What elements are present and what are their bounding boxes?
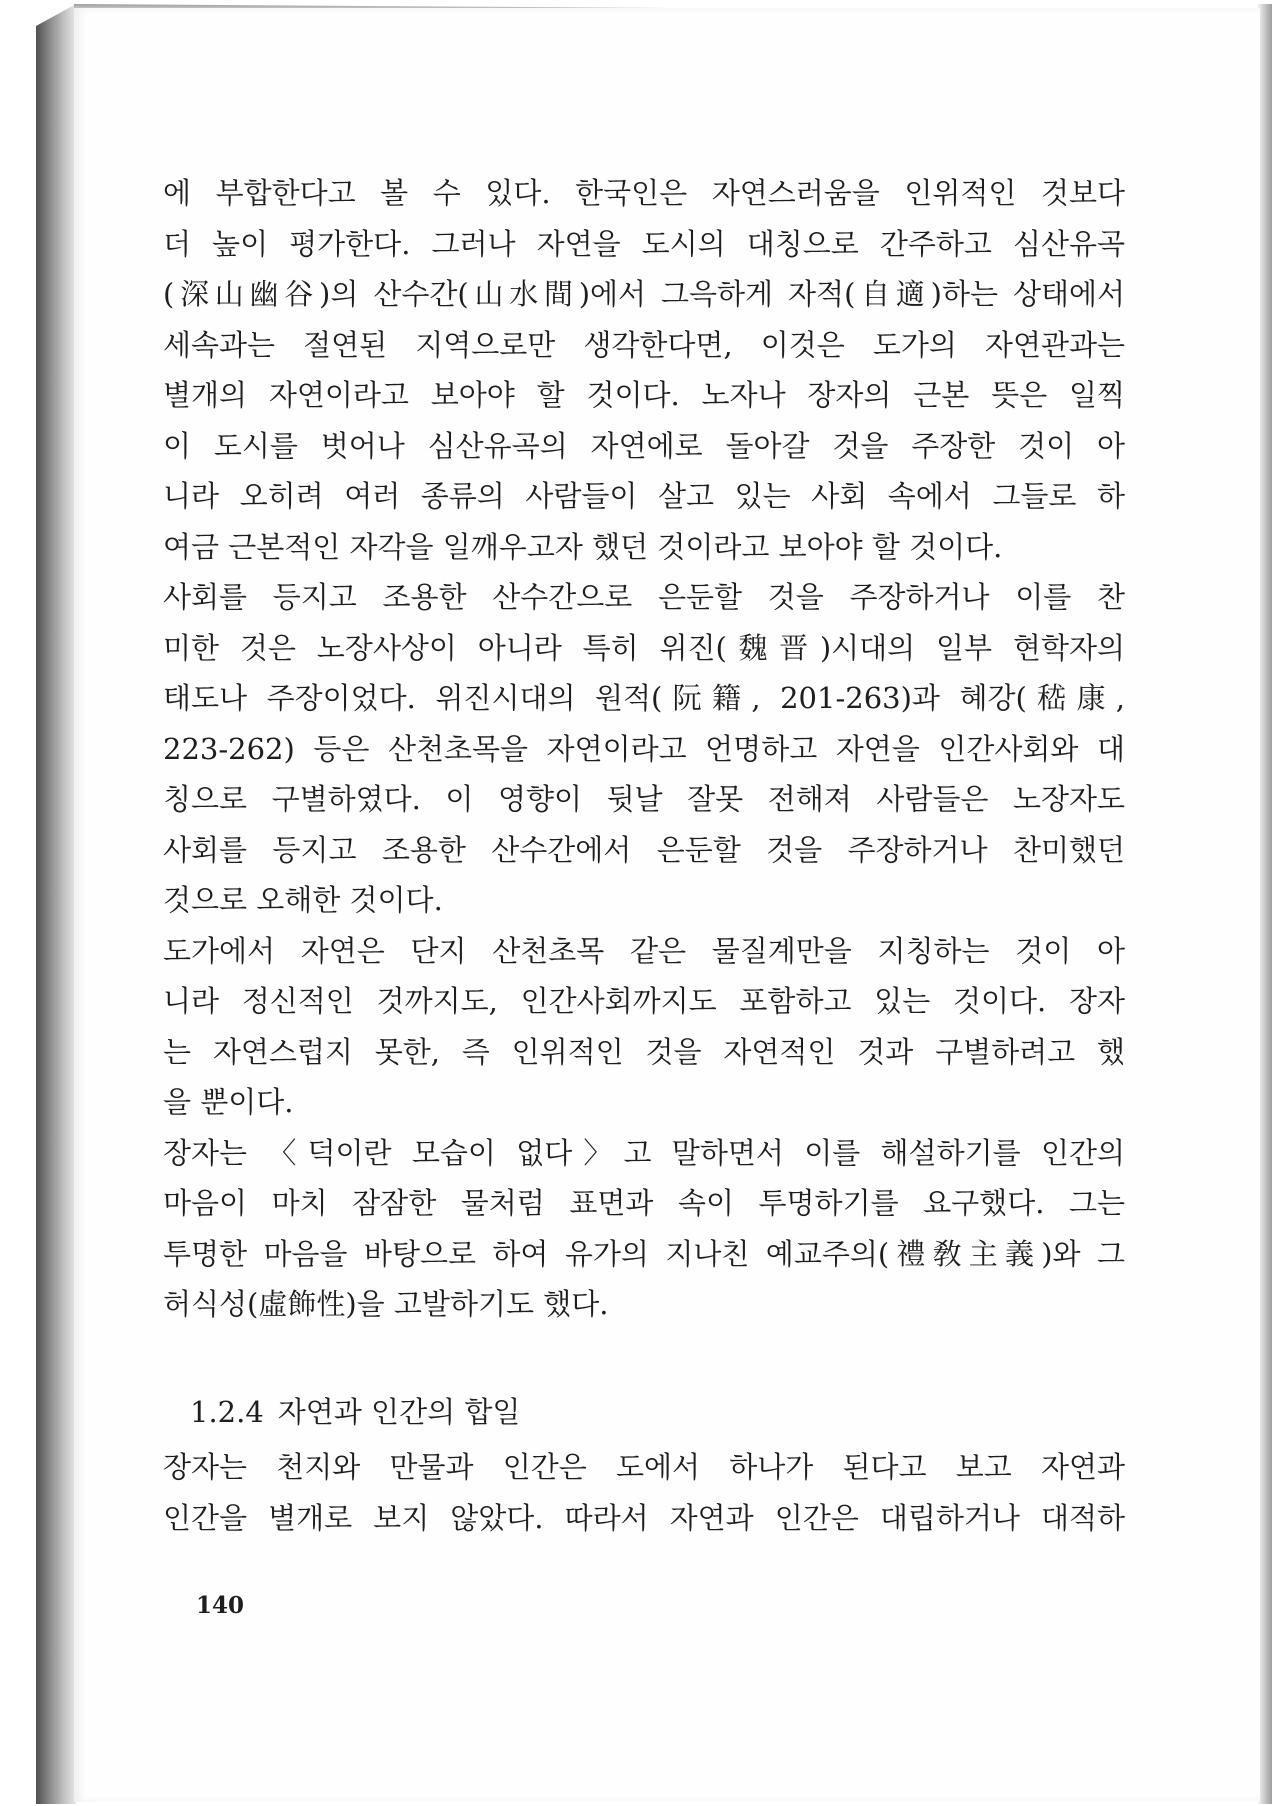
text-line: 태도나 주장이었다. 위진시대의 원적(阮籍, 201-263)과 혜강(嵇康, xyxy=(163,681,1125,715)
section-heading xyxy=(190,1392,520,1432)
page-right-edge xyxy=(1258,4,1272,1804)
text-line: 투명한 마음을 바탕으로 하여 유가의 지나친 예교주의(禮敎主義)와 그 xyxy=(163,1236,1125,1271)
text-line: 는 자연스럽지 못한, 즉 인위적인 것을 자연적인 것과 구별하려고 했 xyxy=(163,1034,1125,1069)
text-line: 사회를 등지고 조용한 산수간으로 은둔할 것을 주장하거나 이를 찬 xyxy=(163,580,1125,614)
paragraph-2 xyxy=(163,572,1125,926)
section-title: 자연과 인간의 합일 xyxy=(277,1395,521,1429)
book-spine-shadow xyxy=(36,4,76,1804)
text-line: 을 뿐이다. xyxy=(163,1085,294,1119)
text-line: 마음이 마치 잠잠한 물처럼 표면과 속이 투명하기를 요구했다. 그는 xyxy=(163,1186,1125,1220)
text-line: 미한 것은 노장사상이 아니라 특히 위진(魏晋)시대의 일부 현학자의 xyxy=(163,630,1125,665)
text-line: 223-262) 등은 산천초목을 자연이라고 언명하고 자연을 인간사회와 대 xyxy=(163,731,1125,766)
text-line: 별개의 자연이라고 보아야 할 것이다. 노자나 장자의 근본 뜻은 일찍 xyxy=(163,378,1125,412)
section-number: 1.2.4 xyxy=(190,1395,264,1429)
section-body-text xyxy=(163,1442,1125,1543)
text-line: 여금 근본적인 자각을 일깨우고자 했던 것이라고 보아야 할 것이다. xyxy=(163,529,1003,564)
text-line: 장자는 〈덕이란 모습이 없다〉고 말하면서 이를 해설하기를 인간의 xyxy=(163,1135,1125,1170)
text-line: 도가에서 자연은 단지 산천초목 같은 물질계만을 지칭하는 것이 아 xyxy=(163,933,1125,968)
text-line: 더 높이 평가한다. 그러나 자연을 도시의 대칭으로 간주하고 심산유곡 xyxy=(163,226,1125,261)
paragraph-4 xyxy=(163,1128,1125,1330)
text-line: 니라 오히려 여러 종류의 사람들이 살고 있는 사회 속에서 그들로 하 xyxy=(163,479,1125,513)
text-line: 에 부합한다고 볼 수 있다. 한국인은 자연스러움을 인위적인 것보다 xyxy=(163,176,1125,210)
page-number: 140 xyxy=(196,1592,245,1619)
text-line: 사회를 등지고 조용한 산수간에서 은둔할 것을 주장하거나 찬미했던 xyxy=(163,832,1125,867)
text-line: 인간을 별개로 보지 않았다. 따라서 자연과 인간은 대립하거나 대적하 xyxy=(163,1500,1125,1535)
text-line: 세속과는 절연된 지역으로만 생각한다면, 이것은 도가의 자연관과는 xyxy=(163,327,1125,362)
text-line: 장자는 천지와 만물과 인간은 도에서 하나가 된다고 보고 자연과 xyxy=(163,1450,1125,1484)
text-line: 칭으로 구별하였다. 이 영향이 뒷날 잘못 전해져 사람들은 노장자도 xyxy=(163,782,1125,816)
body-text xyxy=(163,168,1125,1330)
text-line: 것으로 오해한 것이다. xyxy=(163,883,443,917)
text-line: 이 도시를 벗어나 심산유곡의 자연에로 돌아갈 것을 주장한 것이 아 xyxy=(163,428,1125,463)
text-line: 허식성(虛飾性)을 고발하기도 했다. xyxy=(163,1287,609,1321)
paragraph-3 xyxy=(163,926,1125,1128)
text-line: (深山幽谷)의 산수간(山水間)에서 그윽하게 자적(自適)하는 상태에서 xyxy=(163,277,1125,311)
paragraph-1 xyxy=(163,168,1125,572)
text-line: 니라 정신적인 것까지도, 인간사회까지도 포함하고 있는 것이다. 장자 xyxy=(163,984,1125,1018)
